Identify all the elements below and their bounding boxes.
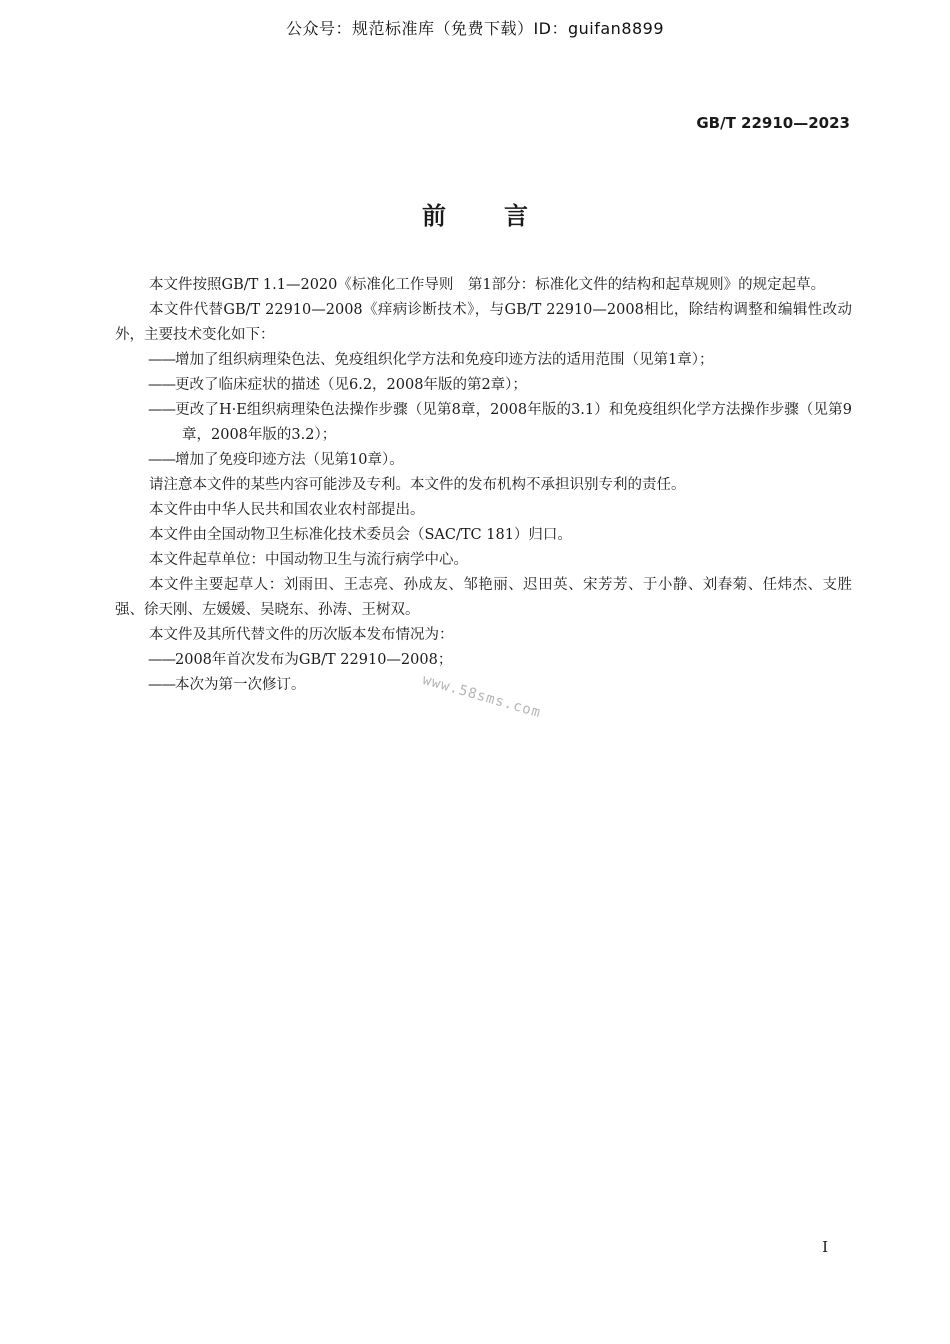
change-item	[115, 348, 852, 373]
history-item-text: 本次为第一次修订。	[175, 677, 306, 693]
dash-marker: ——	[148, 677, 175, 693]
watermark: www.58sms.com	[420, 672, 543, 722]
dash-marker: ——	[148, 652, 175, 668]
standard-number: GB/T 22910—2023	[696, 114, 850, 132]
history-item-text: 2008年首次发布为GB/T 22910—2008；	[175, 652, 453, 668]
foreword-body	[115, 273, 852, 698]
paragraph-drafting-unit: 本文件起草单位：中国动物卫生与流行病学中心。	[149, 552, 468, 568]
dash-marker: ——	[148, 452, 175, 468]
paragraph-patent-notice: 请注意本文件的某些内容可能涉及专利。本文件的发布机构不承担识别专利的责任。	[149, 477, 686, 493]
change-item-text: 更改了临床症状的描述（见6.2，2008年版的第2章）；	[175, 377, 527, 393]
change-item-text: 更改了H·E组织病理染色法操作步骤（见第8章，2008年版的3.1）和免疫组织化学方法操作步骤（见第9章，2008年版的3.2）；	[175, 402, 852, 443]
paragraph-drafters: 本文件主要起草人：刘雨田、王志亮、孙成友、邹艳丽、迟田英、宋芳芳、于小静、刘春菊、任炜杰、支胜强、徐天刚、左媛媛、吴晓东、孙涛、王树双。	[115, 577, 852, 618]
history-item	[115, 648, 852, 673]
change-item	[115, 448, 852, 473]
paragraph-replacement: 本文件代替GB/T 22910—2008《痒病诊断技术》，与GB/T 22910—2008相比，除结构调整和编辑性改动外，主要技术变化如下：	[115, 302, 852, 343]
header-banner: 公众号：规范标准库（免费下载）ID：guifan8899	[285, 19, 665, 38]
paragraph-history-intro: 本文件及其所代替文件的历次版本发布情况为：	[149, 627, 454, 643]
page-title: 前言	[422, 202, 586, 230]
change-item-text: 增加了组织病理染色法、免疫组织化学方法和免疫印迹方法的适用范围（见第1章）；	[175, 352, 714, 368]
dash-marker: ——	[148, 352, 175, 368]
paragraph-committee: 本文件由全国动物卫生标准化技术委员会（SAC/TC 181）归口。	[149, 527, 572, 543]
change-item	[115, 398, 852, 448]
paragraph-drafting-rules: 本文件按照GB/T 1.1—2020《标准化工作导则 第1部分：标准化文件的结构和起草规则》的规定起草。	[149, 277, 826, 293]
dash-marker: ——	[148, 377, 175, 393]
paragraph-proposer: 本文件由中华人民共和国农业农村部提出。	[149, 502, 425, 518]
change-item-text: 增加了免疫印迹方法（见第10章）。	[175, 452, 404, 468]
page-number: I	[822, 1238, 828, 1256]
dash-marker: ——	[148, 402, 175, 418]
change-item	[115, 373, 852, 398]
